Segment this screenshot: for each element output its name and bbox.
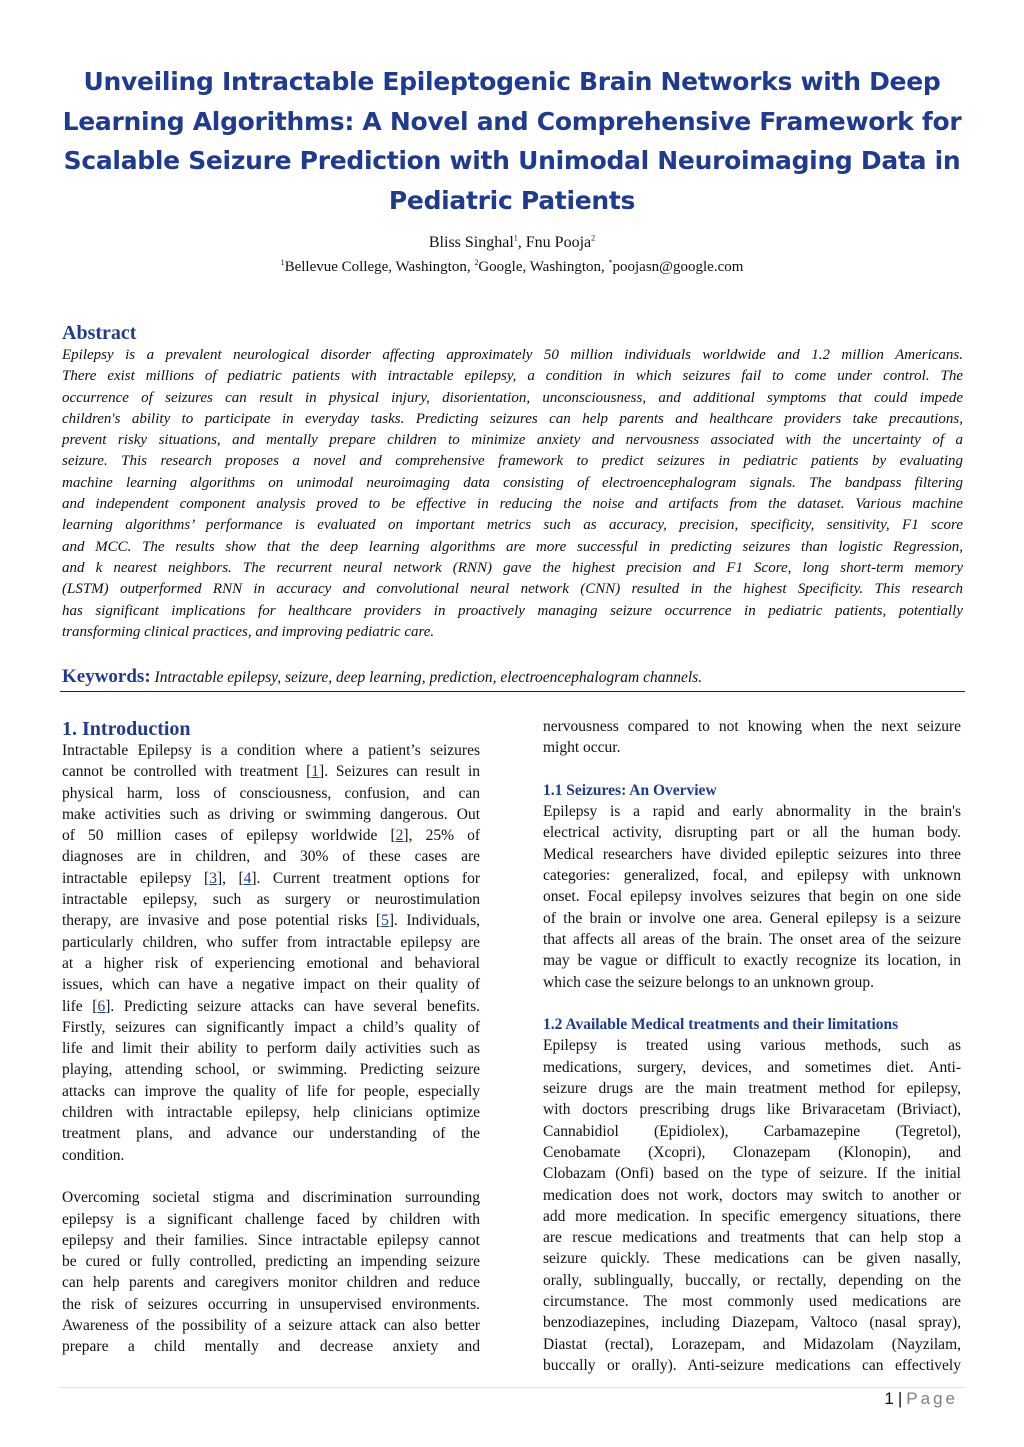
abstract-line: and independent component analysis proved to be effective in reducing the noise and artifacts from the dataset. Various machine: [62, 496, 963, 513]
section-divider: [60, 691, 965, 692]
abstract-line: and MCC. The results show that the deep learning algorithms are more successful in predicting seizures than logistic Regression,: [62, 538, 963, 555]
body-line: life [6]. Predicting seizure attacks can have several benefits.: [62, 997, 480, 1015]
abstract-line: machine learning algorithms on unimodal neuroimaging data consisting of electroencephalogram signals. The bandpass filtering: [62, 474, 963, 491]
keywords-text: Intractable epilepsy, seizure, deep learning, prediction, electroencephalogram channels.: [154, 669, 703, 686]
body-line: physical harm, loss of consciousness, confusion, and can: [62, 784, 480, 802]
citation-link[interactable]: 2: [395, 827, 404, 845]
body-line: cannot be controlled with treatment [1]. Seizures can result in: [62, 763, 480, 781]
body-line: which case the seizure belongs to an unknown group.: [543, 973, 875, 991]
body-line: buccally or orally). Anti-seizure medications can effectively: [543, 1356, 961, 1374]
paragraph-gap: [62, 1166, 480, 1187]
affiliation-superscript: *: [608, 258, 613, 267]
author-superscript: 1: [513, 233, 518, 243]
body-line: with doctors prescribing drugs like Brivaracetam (Briviact),: [543, 1101, 961, 1119]
author-name: Bliss Singhal: [428, 234, 514, 251]
body-line: categories: generalized, focal, and epilepsy with unknown: [543, 867, 961, 885]
affiliation-superscript: 1: [280, 258, 285, 267]
abstract-line: occurrence of seizures can result in physical injury, disorientation, unconsciousness, and additional symptoms that could impede: [62, 389, 963, 406]
body-line: medications, surgery, devices, and sometimes diet. Anti-: [543, 1058, 961, 1076]
title-line: Unveiling Intractable Epileptogenic Brain Networks with Deep: [83, 67, 941, 96]
body-line: Medical researchers have divided epileptic seizures into three: [543, 845, 961, 863]
body-line: Overcoming societal stigma and discrimination surrounding: [62, 1189, 480, 1207]
body-line: Diastat (rectal), Lorazepam, and Midazolam (Nayzilam,: [543, 1335, 961, 1353]
title-line: Learning Algorithms: A Novel and Comprehensive Framework for: [62, 106, 962, 136]
author-superscript: 2: [591, 233, 596, 243]
body-line: Firstly, seizures can significantly impact a child’s quality of: [62, 1018, 480, 1036]
affiliation-superscript: 2: [474, 258, 479, 267]
body-line: the risk of seizures occurring in unsupervised environments.: [62, 1295, 480, 1313]
citation-link[interactable]: 5: [381, 912, 389, 930]
abstract-line: Epilepsy is a prevalent neurological disorder affecting approximately 50 million individuals worldwide and 1.2 million Americans.: [62, 347, 963, 363]
citation-link[interactable]: 1: [311, 763, 320, 781]
contact-email: poojasn@google.com: [612, 259, 744, 275]
body-line: electrical activity, disrupting part or all the human body.: [543, 824, 961, 842]
abstract-line: There exist millions of pediatric patients with intractable epilepsy, a condition in which seizures fail to come under control. The: [62, 368, 963, 385]
keywords-label: Keywords:: [62, 666, 151, 687]
body-line: onset. Focal epilepsy involves seizures that begin on one side: [543, 888, 961, 906]
body-line: Intractable Epilepsy is a condition where a patient’s seizures: [62, 742, 480, 759]
subsection-heading-medical-treatments: 1.2 Available Medical treatments and their limitations: [543, 1016, 899, 1034]
body-line: can help parents and caregivers monitor children and reduce: [62, 1274, 480, 1292]
paper-title: [60, 62, 964, 220]
affiliations: [0, 259, 1024, 276]
author-list: [0, 234, 1024, 252]
body-line: medication does not work, doctors may switch to another or: [543, 1186, 961, 1204]
paragraph-gap: [543, 759, 961, 780]
body-line: treatment plans, and advance our understanding of the: [62, 1125, 480, 1143]
body-line: may be vague or difficult to exactly recognize its location, in: [543, 952, 961, 970]
body-line: Cenobamate (Xcopri), Clonazepam (Klonopin), and: [543, 1143, 961, 1161]
abstract-line: (LSTM) outperformed RNN in accuracy and convolutional neural network (CNN) resulted in the highest Specificity. This research: [62, 581, 963, 598]
body-line: intractable epilepsy [3], [4]. Current treatment options for: [62, 869, 480, 887]
body-line: might occur.: [543, 739, 621, 757]
page-label: Page: [906, 1389, 958, 1408]
affiliation-text: Bellevue College, Washington,: [284, 259, 475, 275]
body-line: life and limit their ability to perform daily activities such as: [62, 1040, 480, 1058]
body-line: therapy, are invasive and pose potential risks [5]. Individuals,: [62, 912, 481, 930]
body-line: orally, sublingually, buccally, or rectally, depending on the: [543, 1271, 961, 1289]
title-line: Pediatric Patients: [388, 185, 636, 215]
footer-divider: [60, 1387, 965, 1388]
body-line: add more medication. In specific emergency situations, there: [543, 1207, 961, 1225]
body-line: Awareness of the possibility of a seizure attack can also better: [62, 1317, 480, 1335]
keywords: [62, 666, 964, 688]
body-line: epilepsy is a significant challenge faced by children with: [62, 1210, 480, 1228]
body-line: Epilepsy is treated using various methods, such as: [543, 1037, 961, 1055]
body-line: circumstance. The most commonly used medications are: [543, 1293, 961, 1311]
right-column: [543, 716, 961, 1376]
abstract-line: seizure. This research proposes a novel and comprehensive framework to predict seizures in pediatric patients by evaluating: [62, 453, 963, 470]
abstract-line: learning algorithms’ performance is evaluated on important metrics such as accuracy, precision, specificity, sensitivity, F1 score: [62, 517, 963, 534]
body-line: seizure drugs are the main treatment method for epilepsy,: [543, 1080, 961, 1098]
author-separator: ,: [517, 234, 526, 251]
body-line: Clobazam (Onfi) based on the type of seizure. If the initial: [543, 1165, 961, 1183]
subsection-heading-seizures-overview: 1.1 Seizures: An Overview: [543, 781, 717, 799]
body-line: issues, which can have a negative impact on their quality of: [62, 976, 480, 994]
abstract-line: and k nearest neighbors. The recurrent neural network (RNN) gave the highest precision and F1 Score, long short-term memory: [62, 559, 963, 576]
body-line: are rescue medications and treatments that can help stop a: [543, 1229, 961, 1247]
body-line: that affects all areas of the brain. The onset area of the seizure: [543, 930, 961, 948]
abstract-line: transforming clinical practices, and improving pediatric care.: [62, 623, 435, 640]
body-line: intractable epilepsy, such as surgery or neurostimulation: [62, 891, 480, 909]
body-line: condition.: [62, 1146, 125, 1164]
footer-separator: |: [897, 1389, 903, 1408]
citation-link[interactable]: 4: [243, 869, 252, 887]
citation-link[interactable]: 3: [209, 869, 217, 887]
introduction-heading: 1. Introduction: [62, 718, 191, 740]
abstract-line: prevent risky situations, and mentally prepare children to minimize anxiety and nervousness associated with the uncertainty of a: [62, 432, 963, 449]
body-line: playing, attending school, or swimming. Predicting seizure: [62, 1061, 480, 1079]
abstract-body: [62, 345, 963, 643]
abstract-line: children's ability to participate in everyday tasks. Predicting seizures can help parents and healthcare providers take precautions,: [62, 410, 963, 427]
page-footer: [884, 1389, 958, 1409]
abstract-heading: Abstract: [62, 322, 137, 344]
abstract-line: has significant implications for healthcare providers in proactively managing seizure occurrence in pediatric patients, potentially: [62, 602, 963, 619]
body-line: make activities such as driving or swimming dangerous. Out: [62, 805, 480, 823]
paragraph-gap: [543, 993, 961, 1014]
affiliation-text: Google, Washington,: [478, 259, 609, 275]
body-line: benzodiazepines, including Diazepam, Valtoco (nasal spray),: [543, 1314, 961, 1332]
body-line: Cannabidiol (Epidiolex), Carbamazepine (Tegretol),: [543, 1122, 961, 1140]
citation-link[interactable]: 6: [97, 997, 106, 1015]
title-line: Scalable Seizure Prediction with Unimodal Neuroimaging Data in: [63, 146, 961, 175]
body-line: epilepsy and their families. Since intractable epilepsy cannot: [62, 1231, 480, 1249]
body-line: attacks can improve the quality of life for people, especially: [62, 1082, 480, 1100]
body-line: nervousness compared to not knowing when the next seizure: [543, 718, 961, 735]
body-line: of the brain or involve one area. General epilepsy is a seizure: [543, 909, 961, 927]
author-name: Fnu Pooja: [525, 234, 592, 251]
body-line: of 50 million cases of epilepsy worldwide [2], 25% of: [62, 827, 480, 845]
body-line: prepare a child mentally and decrease anxiety and: [62, 1338, 480, 1356]
body-line: particularly children, who suffer from intractable epilepsy are: [62, 933, 480, 951]
body-line: children with intractable epilepsy, help clinicians optimize: [62, 1104, 480, 1122]
body-line: diagnoses are in children, and 30% of these cases are: [62, 848, 480, 866]
page-number: 1: [884, 1389, 894, 1408]
body-line: seizure quickly. These medications can be given nasally,: [543, 1250, 961, 1268]
body-line: be cured or fully controlled, predicting an impending seizure: [62, 1253, 480, 1271]
left-column: [62, 716, 480, 1358]
body-line: at a higher risk of experiencing emotional and behavioral: [62, 954, 480, 972]
body-line: Epilepsy is a rapid and early abnormality in the brain's: [543, 803, 961, 821]
